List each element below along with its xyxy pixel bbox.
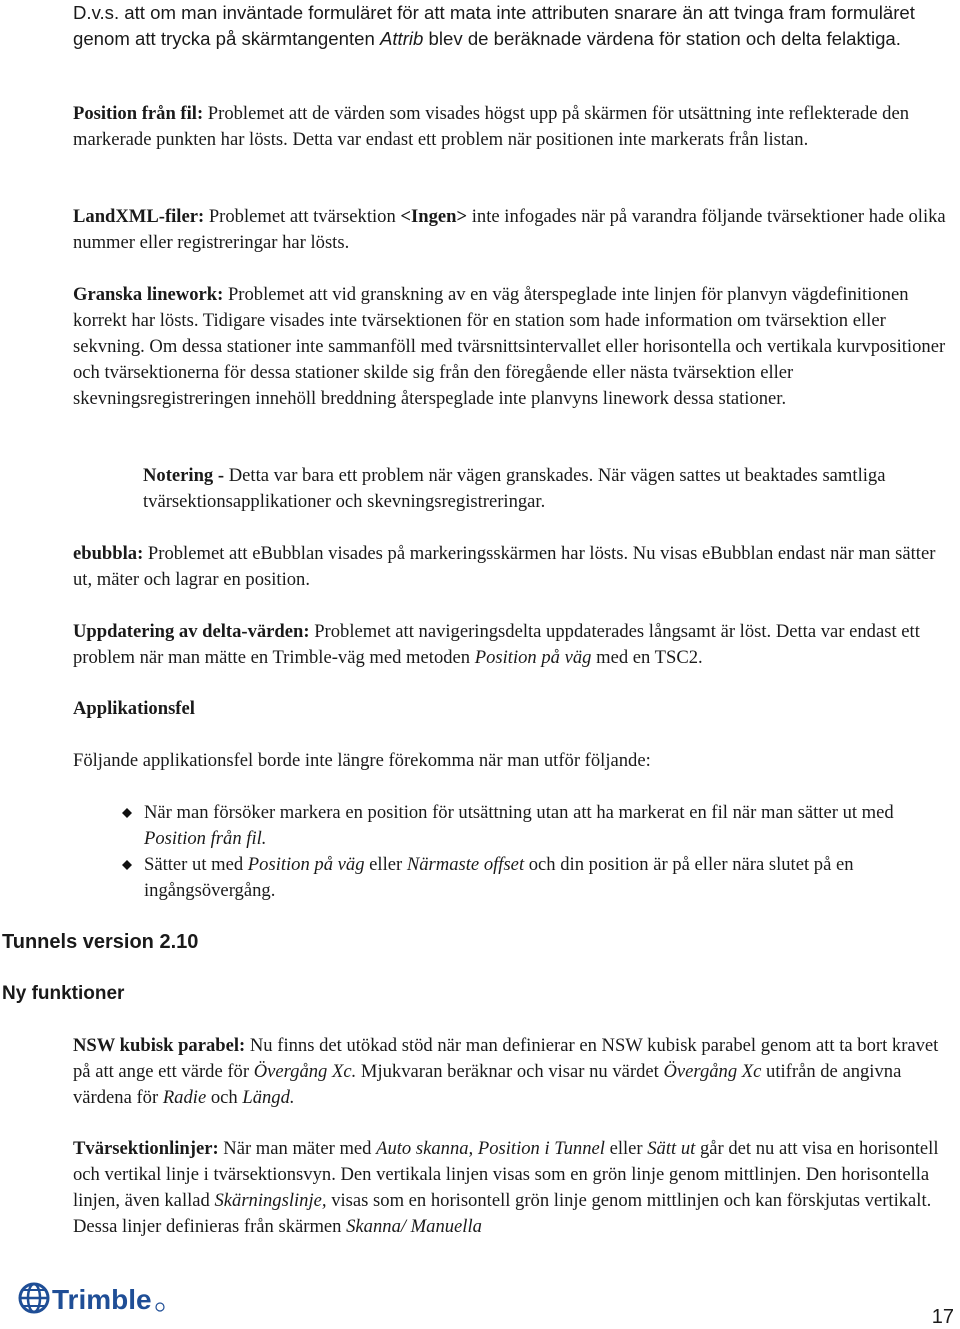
bullet-italic: Position från fil. xyxy=(144,828,267,849)
uppdatering-text-end: med en TSC2. xyxy=(591,647,703,668)
granska-paragraph xyxy=(73,282,957,412)
intro-italic-attrib: Attrib xyxy=(379,28,424,49)
nsw-text: Nu finns det utökad stöd när man definierar en NSW kubisk parabel genom att ta bort kravet på att ange ett värde för xyxy=(73,1035,939,1082)
nsw-text: utifrån de angivna värdena för xyxy=(73,1061,902,1108)
position-paragraph xyxy=(73,101,957,153)
nsw-paragraph xyxy=(73,1033,957,1111)
landxml-text-end: inte infogades när på varandra följande tvärsektioner hade olika nummer eller registreringar har lösts. xyxy=(73,206,946,253)
ebubbla-text: Problemet att eBubblan visades på markeringsskärmen har lösts. Nu visas eBubblan endast när man sätter ut, mäter och lagrar en position. xyxy=(73,543,936,590)
note-paragraph xyxy=(143,463,943,515)
page-number: 17 xyxy=(931,1306,954,1328)
uppdatering-text: Problemet att navigeringsdelta uppdaterades långsamt är löst. Detta var endast ett problem när man mätte en Trimble-väg med metoden xyxy=(73,621,920,668)
note-label: Notering - xyxy=(143,465,225,486)
intro-paragraph xyxy=(73,0,957,52)
nsw-italic: Radie xyxy=(162,1087,207,1108)
position-label: Position från fil: xyxy=(73,103,204,124)
tvar-text: eller xyxy=(604,1138,648,1159)
landxml-label: LandXML-filer: xyxy=(73,206,205,227)
tvar-italic: Skanna/ Manuella xyxy=(346,1216,482,1237)
nsw-text: och xyxy=(206,1087,243,1108)
tvar-text: När man mäter med xyxy=(218,1138,377,1159)
bullet-text: och din position är på eller nära slutet på en ingångsövergång. xyxy=(144,854,854,901)
registered-mark-icon xyxy=(156,1303,164,1311)
bullet-text: eller xyxy=(364,854,407,875)
intro-text: D.v.s. att om man inväntade formuläret för att mata inte attributen snarare än att tvinga fram formuläret genom att trycka på skärmtangenten xyxy=(73,2,915,49)
uppdatering-label: Uppdatering av delta-värden: xyxy=(73,621,310,642)
position-text: Problemet att de värden som visades högst upp på skärmen för utsättning inte reflekterade den markerade punkten har lösts. Detta var endast ett problem när positionen inte markerats från listan. xyxy=(73,103,910,150)
landxml-text: Problemet att tvärsektion xyxy=(204,206,401,227)
ebubbla-paragraph xyxy=(73,541,957,593)
tvar-italic: Skärningslinje, xyxy=(214,1190,327,1211)
tvar-italic: Auto skanna, Position i Tunnel xyxy=(376,1138,605,1159)
tvar-text: visas som en horisontell grön linje genom mittlinjen och kan förskjutas vertikalt. Dessa linjer definieras från skärmen xyxy=(73,1190,932,1237)
bullet-text: Sätter ut med xyxy=(144,854,248,875)
applikationsfel-heading xyxy=(73,696,957,722)
tvar-italic: Sätt ut xyxy=(647,1138,696,1159)
intro-text-end: blev de beräknade värdena för station och delta felaktiga. xyxy=(423,28,901,49)
tvar-text: går det nu att visa en horisontell och vertikal linje i tvärsektionsvyn. Den vertikala linjen visas som en grön linje genom mittlinjen. Den horisontella linjen, även kallad xyxy=(73,1138,939,1211)
note-text: Detta var bara ett problem när vägen granskades. När vägen sattes ut beaktades samtliga tvärsektionsapplikationer och skevningsregistreringar. xyxy=(143,465,886,512)
applikationsfel-heading-text: Applikationsfel xyxy=(73,698,195,719)
diamond-bullet-icon xyxy=(122,808,132,818)
uppdatering-paragraph xyxy=(73,619,957,671)
nsw-italic: Övergång Xc xyxy=(663,1061,762,1082)
logo-text: Trimble xyxy=(52,1284,152,1315)
landxml-ingen: <Ingen> xyxy=(400,206,468,227)
uppdatering-italic: Position på väg xyxy=(474,647,592,668)
list-item xyxy=(120,852,960,904)
globe-icon xyxy=(20,1284,48,1312)
applikationsfel-list xyxy=(120,800,960,904)
bullet-text: När man försöker markera en position för utsättning utan att ha markerat en fil när man sätter ut med xyxy=(144,802,894,823)
granska-label: Granska linework: xyxy=(73,284,224,305)
nsw-italic: Övergång Xc. xyxy=(253,1061,357,1082)
applikationsfel-intro: Följande applikationsfel borde inte längre förekomma när man utför följande: xyxy=(73,750,651,771)
granska-text: Problemet att vid granskning av en väg återspeglade inte linjen för planvyn vägdefinitionen korrekt har lösts. Tidigare visades inte tvärsektionen för en station som hade information om tvärsektion eller sekvning. Om dessa stationer inte sammanföll med tvärsnittsintervallet eller horisontella och vertikala kurvpositioner och tvärsektionerna för dessa stationer skilde sig från den föregående eller nästa tvärsektion eller skevningsregistreringen innehöll breddning återspeglade inte planvyns linework dessa stationer. xyxy=(73,284,946,409)
nsw-text: Mjukvaran beräknar och visar nu värdet xyxy=(356,1061,664,1082)
bullet-italic: Position på väg xyxy=(247,854,365,875)
diamond-bullet-icon xyxy=(122,860,132,870)
nsw-label: NSW kubisk parabel: xyxy=(73,1035,246,1056)
list-item xyxy=(120,800,960,852)
landxml-paragraph xyxy=(73,204,957,256)
tunnels-heading: Tunnels version 2.10 xyxy=(2,931,199,953)
tvar-paragraph xyxy=(73,1136,957,1240)
tunnels-subheading: Ny funktioner xyxy=(2,983,125,1004)
ebubbla-label: ebubbla: xyxy=(73,543,144,564)
nsw-italic: Längd. xyxy=(242,1087,295,1108)
trimble-logo xyxy=(18,1280,168,1316)
tvar-label: Tvärsektionlinjer: xyxy=(73,1138,219,1159)
bullet-italic: Närmaste offset xyxy=(406,854,525,875)
